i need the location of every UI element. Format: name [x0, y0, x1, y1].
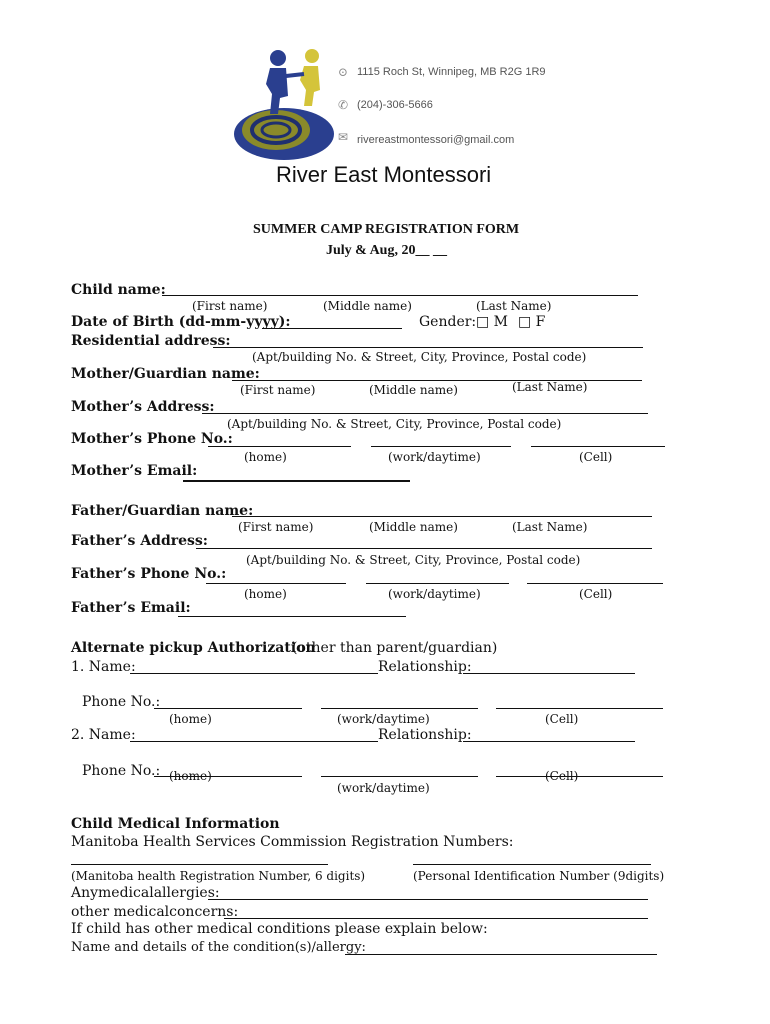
child-first-hint: (First name) [192, 299, 268, 313]
alt2-relationship-label: Relationship: [378, 727, 472, 743]
alt2-name-field[interactable] [130, 741, 378, 742]
mother-home-phone-field[interactable] [208, 446, 351, 447]
alternate-pickup-note: (other than parent/guardian) [292, 640, 498, 656]
explain-label: If child has other medical conditions please explain below: [71, 921, 488, 937]
alt1-cell-phone-field[interactable] [496, 708, 663, 709]
mother-work-hint: (work/daytime) [388, 450, 481, 464]
phone-icon: ✆ [338, 98, 349, 112]
mother-name-label: Mother/Guardian name: [71, 366, 260, 382]
father-first-hint: (First name) [238, 520, 314, 534]
father-email-label: Father’s Email: [71, 600, 191, 616]
father-middle-hint: (Middle name) [369, 520, 458, 534]
father-cell-phone-field[interactable] [527, 583, 663, 584]
alt2-phone-label: Phone No.: [82, 763, 161, 779]
residential-address-field[interactable] [213, 347, 643, 348]
mhsc-label: Manitoba Health Services Commission Registration Numbers: [71, 834, 514, 850]
alt1-relationship-field[interactable] [463, 673, 635, 674]
allergies-field[interactable] [208, 899, 648, 900]
personal-id-number-field[interactable] [413, 864, 651, 865]
condition-details-label: Name and details of the condition(s)/allergy: [71, 940, 366, 955]
school-logo [228, 44, 338, 162]
father-name-field[interactable] [232, 516, 652, 517]
father-last-hint: (Last Name) [512, 520, 588, 534]
father-name-label: Father/Guardian name: [71, 503, 254, 519]
father-address-label: Father’s Address: [71, 533, 208, 549]
father-home-hint: (home) [244, 587, 287, 601]
child-name-field[interactable] [162, 295, 638, 296]
alt1-phone-label: Phone No.: [82, 694, 161, 710]
alt1-name-field[interactable] [130, 673, 378, 674]
gender-m-checkbox[interactable]: □ M [476, 314, 509, 330]
alt1-home-phone-field[interactable] [154, 708, 302, 709]
alt1-work-phone-field[interactable] [321, 708, 478, 709]
mother-phone-label: Mother’s Phone No.: [71, 431, 233, 447]
form-dates: July & Aug, 20__ __ [326, 243, 447, 258]
school-email: rivereastmontessori@gmail.com [357, 134, 515, 146]
alt2-work-hint: (work/daytime) [337, 781, 430, 795]
concerns-label: other medicalconcerns: [71, 904, 239, 920]
father-work-phone-field[interactable] [366, 583, 509, 584]
dob-label: Date of Birth (dd-mm-yyyy): [71, 314, 291, 330]
alt2-name-label: 2. Name: [71, 727, 136, 743]
gender-label: Gender: [419, 314, 477, 330]
alt2-relationship-field[interactable] [463, 741, 635, 742]
mother-address-hint: (Apt/building No. & Street, City, Province, Postal code) [227, 417, 562, 431]
concerns-field[interactable] [224, 918, 648, 919]
allergies-label: Anymedicalallergies: [71, 885, 220, 901]
alt2-home-hint: (home) [169, 769, 212, 783]
mother-email-field[interactable] [183, 480, 410, 482]
mother-first-hint: (First name) [240, 383, 316, 397]
personal-id-number-hint: (Personal Identification Number (9digits) [413, 869, 665, 883]
mother-email-label: Mother’s Email: [71, 463, 198, 479]
school-address: 1115 Roch St, Winnipeg, MB R2G 1R9 [357, 66, 546, 78]
alt2-cell-hint: (Cell) [545, 769, 579, 783]
mother-address-label: Mother’s Address: [71, 399, 215, 415]
child-last-hint: (Last Name) [476, 299, 552, 313]
father-address-hint: (Apt/building No. & Street, City, Province, Postal code) [246, 553, 581, 567]
condition-details-field[interactable] [345, 954, 657, 955]
gender-f-checkbox[interactable]: □ F [518, 314, 546, 330]
location-icon: ⊙ [338, 65, 349, 79]
alt2-cell-phone-field[interactable] [496, 776, 663, 777]
residential-address-hint: (Apt/building No. & Street, City, Province, Postal code) [252, 350, 587, 364]
alt1-home-hint: (home) [169, 712, 212, 726]
father-email-field[interactable] [178, 616, 406, 617]
alt1-cell-hint: (Cell) [545, 712, 579, 726]
form-title: SUMMER CAMP REGISTRATION FORM [253, 222, 520, 237]
child-name-label: Child name: [71, 282, 166, 298]
mother-cell-phone-field[interactable] [531, 446, 665, 447]
medical-heading: Child Medical Information [71, 816, 280, 832]
mother-last-hint: (Last Name) [512, 380, 588, 394]
alt1-relationship-label: Relationship: [378, 659, 472, 675]
mother-middle-hint: (Middle name) [369, 383, 458, 397]
mother-address-field[interactable] [202, 413, 648, 414]
mother-cell-hint: (Cell) [579, 450, 613, 464]
alternate-pickup-heading: Alternate pickup Authorization [71, 640, 316, 656]
dob-field[interactable] [262, 328, 402, 329]
alt2-work-phone-field[interactable] [321, 776, 478, 777]
school-phone: (204)-306-5666 [357, 99, 433, 111]
residential-address-label: Residential address: [71, 333, 231, 349]
mb-health-number-field[interactable] [71, 864, 328, 865]
mother-work-phone-field[interactable] [371, 446, 511, 447]
father-home-phone-field[interactable] [206, 583, 346, 584]
school-name: River East Montessori [276, 162, 492, 187]
mb-health-number-hint: (Manitoba health Registration Number, 6 digits) [71, 869, 366, 883]
alt1-work-hint: (work/daytime) [337, 712, 430, 726]
child-middle-hint: (Middle name) [323, 299, 412, 313]
alt1-name-label: 1. Name: [71, 659, 136, 675]
mother-home-hint: (home) [244, 450, 287, 464]
father-cell-hint: (Cell) [579, 587, 613, 601]
father-phone-label: Father’s Phone No.: [71, 566, 227, 582]
father-work-hint: (work/daytime) [388, 587, 481, 601]
mail-icon: ✉ [338, 130, 349, 144]
father-address-field[interactable] [196, 548, 652, 549]
